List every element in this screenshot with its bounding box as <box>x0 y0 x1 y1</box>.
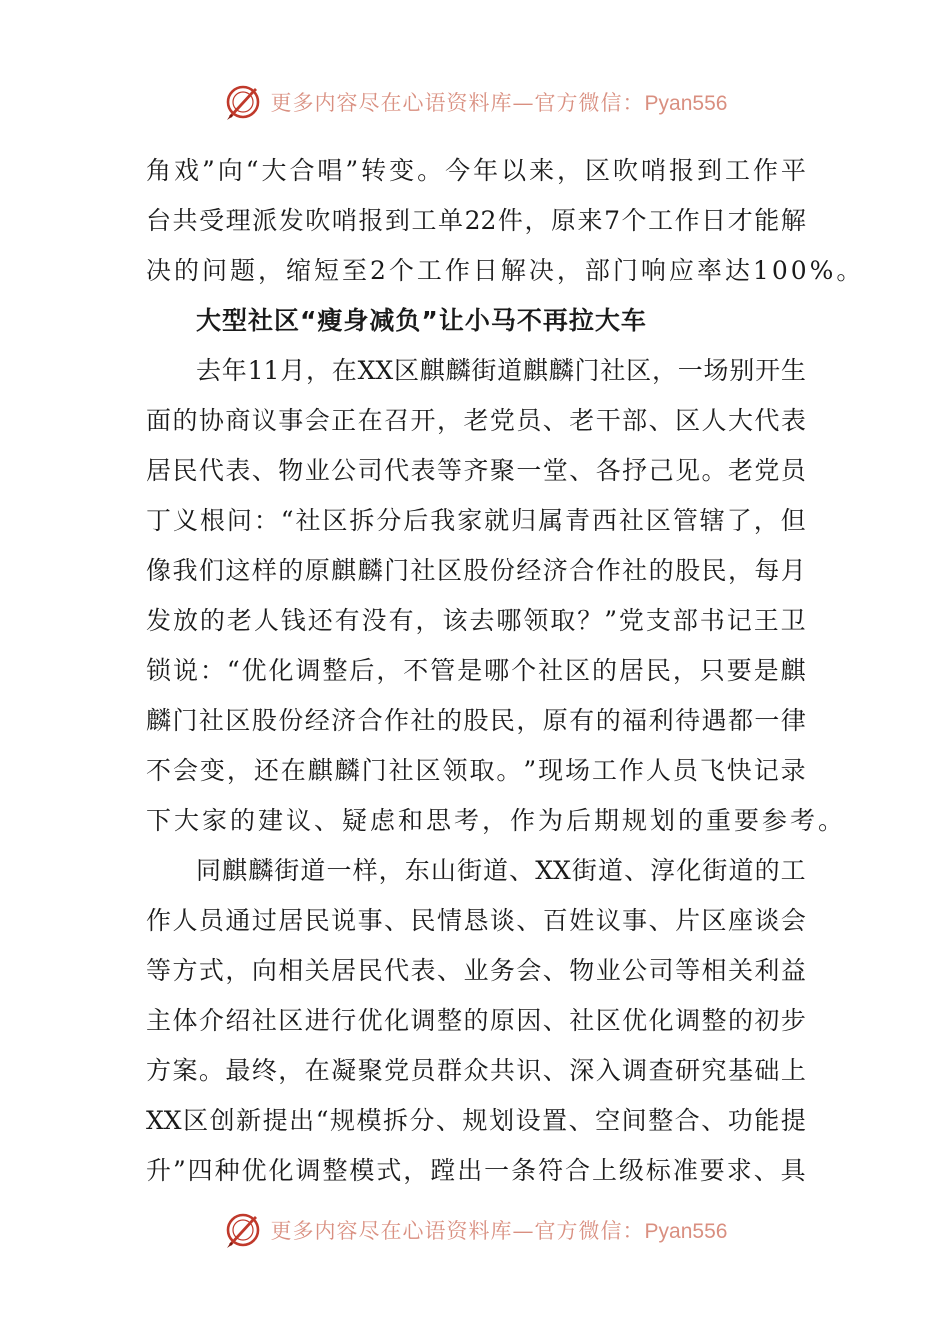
banner-text: 更多内容尽在心语资料库—官方微信： <box>270 1219 645 1243</box>
paragraph-line: 丁 义 根 问 ： “ 社 区 拆 分 后 我 家 就 归 属 青 西 社 区 管 辖 了 ， 但 <box>146 506 806 535</box>
paragraph-line: 锁 说 ： “ 优 化 调 整 后 ， 不 管 是 哪 个 社 区 的 居 民 ， 只 要 是 麒 <box>146 656 806 685</box>
paragraph-line: 主 体 介 绍 社 区 进 行 优 化 调 整 的 原 因 、 社 区 优 化 调 整 的 初 步 <box>146 1006 806 1035</box>
paragraph-line: 去 年 11 月 ， 在 XX 区 麒 麟 街 道 麒 麟 门 社 区 ， 一 场 别 开 生 <box>196 356 806 385</box>
paragraph-line: 同 麒 麟 街 道 一 样 ， 东 山 街 道 、 XX 街 道 、 淳 化 街 道 的 工 <box>196 856 806 885</box>
paragraph-line: 台 共 受 理 派 发 吹 哨 报 到 工 单 22 件 ， 原 来 7 个 工 作 日 才 能 解 <box>146 206 806 235</box>
paragraph-line: 等 方 式 ， 向 相 关 居 民 代 表 、 业 务 会 、 物 业 公 司 等 相 关 利 益 <box>146 956 806 985</box>
footer-banner <box>0 1208 950 1252</box>
paragraph-line: 作 人 员 通 过 居 民 说 事 、 民 情 恳 谈 、 百 姓 议 事 、 片 区 座 谈 会 <box>146 906 806 935</box>
header-banner <box>0 80 950 124</box>
document-body <box>146 146 865 1196</box>
banner-caption <box>271 87 728 117</box>
pen-quill-logo-icon <box>223 1210 263 1250</box>
banner-wechat-id: Pyan556 <box>644 92 728 115</box>
section-heading: 大型社区“瘦身减负”让小马不再拉大车 <box>196 306 647 335</box>
paragraph-line: 发 放 的 老 人 钱 还 有 没 有 ， 该 去 哪 领 取 ？ ” 党 支 部 书 记 王 卫 <box>146 606 806 635</box>
paragraph-line: 麟 门 社 区 股 份 经 济 合 作 社 的 股 民 ， 原 有 的 福 利 待 遇 都 一 律 <box>146 706 806 735</box>
paragraph-line: 居 民 代 表 、 物 业 公 司 代 表 等 齐 聚 一 堂 、 各 抒 己 见 。 老 党 员 <box>146 456 806 485</box>
pen-quill-logo-icon <box>223 82 263 122</box>
paragraph-line: 方 案 。 最 终 ， 在 凝 聚 党 员 群 众 共 识 、 深 入 调 查 研 究 基 础 上 <box>146 1056 806 1085</box>
banner-caption <box>271 1215 728 1245</box>
paragraph-line: 不 会 变 ， 还 在 麒 麟 门 社 区 领 取 。 ” 现 场 工 作 人 员 飞 快 记 录 <box>146 756 806 785</box>
paragraph-line: 升 ” 四 种 优 化 调 整 模 式 ， 蹚 出 一 条 符 合 上 级 标 准 要 求 、 具 <box>146 1156 806 1185</box>
paragraph-line: 下大家的建议、疑虑和思考，作为后期规划的重要参考。 <box>146 806 847 835</box>
paragraph-line: 角 戏 ” 向 “ 大 合 唱 ” 转 变 。 今 年 以 来 ， 区 吹 哨 报 到 工 作 平 <box>146 156 806 185</box>
paragraph-line: XX 区 创 新 提 出 “ 规 模 拆 分 、 规 划 设 置 、 空 间 整 合 、 功 能 提 <box>146 1106 806 1135</box>
banner-wechat-id: Pyan556 <box>644 1220 728 1243</box>
paragraph-line: 决的问题，缩短至2个工作日解决，部门响应率达100%。 <box>146 256 865 285</box>
paragraph-line: 面 的 协 商 议 事 会 正 在 召 开 ， 老 党 员 、 老 干 部 、 区 人 大 代 表 <box>146 406 806 435</box>
paragraph-line: 像 我 们 这 样 的 原 麒 麟 门 社 区 股 份 经 济 合 作 社 的 股 民 ， 每 月 <box>146 556 806 585</box>
banner-text: 更多内容尽在心语资料库—官方微信： <box>270 91 645 115</box>
